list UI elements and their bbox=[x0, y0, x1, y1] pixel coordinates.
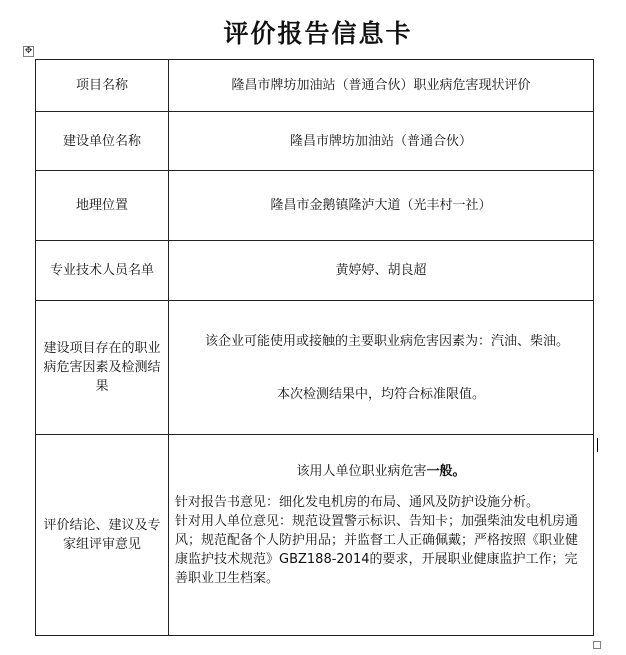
table-row bbox=[36, 435, 594, 636]
table-row bbox=[36, 241, 594, 301]
hazard-cell bbox=[169, 301, 594, 435]
table-row bbox=[36, 112, 594, 171]
unit-name-value: 隆昌市牌坊加油站（普通合伙） bbox=[169, 112, 594, 171]
employer-opinion-text: 针对用人单位意见：规范设置警示标识、告知卡；加强柴油发电机房通风；规范配备个人防护用品；并监督工人正确佩戴；严格按照《职业健康监护技术规范》GBZ188-2014的要求，开展职业健康监护工作；完善职业卫生档案。 bbox=[175, 514, 579, 586]
table-row bbox=[36, 60, 594, 112]
conclusion-cell bbox=[169, 435, 594, 636]
test-result-text: 本次检测结果中，均符合标准限值。 bbox=[276, 386, 485, 402]
staff-value: 黄婷婷、胡良超 bbox=[169, 241, 594, 301]
hazard-factors-text: 该企业可能使用或接触的主要职业病危害因素为：汽油、柴油。 bbox=[205, 333, 570, 349]
project-name-value: 隆昌市牌坊加油站（普通合伙）职业病危害现状评价 bbox=[169, 60, 594, 112]
opinions-block bbox=[175, 493, 587, 588]
table-resize-handle-icon[interactable] bbox=[593, 641, 601, 649]
conclusion-label: 评价结论、建议及专家组评审意见 bbox=[36, 435, 169, 636]
verdict-text bbox=[175, 462, 587, 481]
text-cursor bbox=[597, 438, 598, 452]
report-opinion-text: 针对报告书意见：细化发电机房的布局、通风及防护设施分析。 bbox=[175, 495, 540, 510]
table-move-handle-icon[interactable]: ✥ bbox=[24, 46, 33, 56]
location-label: 地理位置 bbox=[36, 171, 169, 241]
unit-name-label: 建设单位名称 bbox=[36, 112, 169, 171]
hazard-label: 建设项目存在的职业病危害因素及检测结果 bbox=[36, 301, 169, 435]
verdict-level: 一般。 bbox=[426, 464, 466, 479]
table-row bbox=[36, 171, 594, 241]
location-value: 隆昌市金鹅镇隆泸大道（光丰村一社） bbox=[169, 171, 594, 241]
project-name-label: 项目名称 bbox=[36, 60, 169, 112]
table-row bbox=[36, 301, 594, 435]
page-title: 评价报告信息卡 bbox=[223, 19, 413, 48]
info-card-table bbox=[35, 59, 594, 636]
staff-label: 专业技术人员名单 bbox=[36, 241, 169, 301]
verdict-prefix: 该用人单位职业病危害 bbox=[296, 464, 427, 479]
